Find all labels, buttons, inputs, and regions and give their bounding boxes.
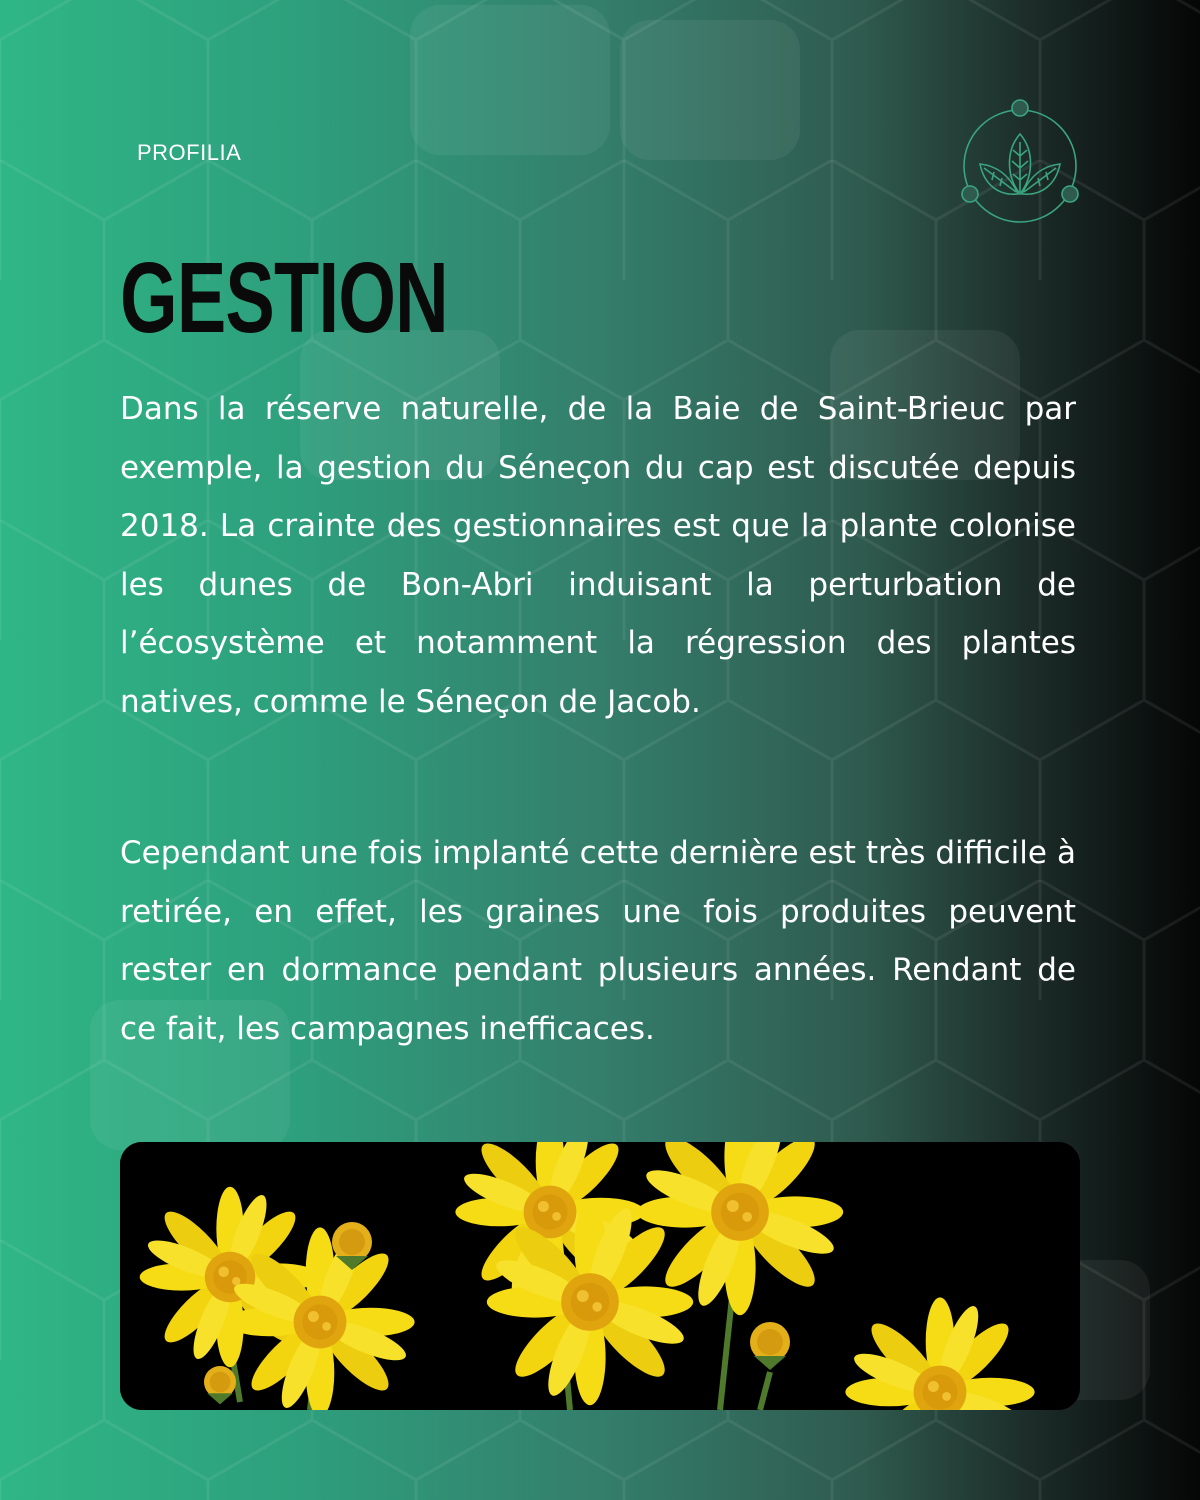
leaf-circle-icon — [958, 98, 1082, 226]
brand-name: PROFILIA — [137, 140, 242, 165]
paragraph-dormance: Cependant une fois implanté cette dernière est très difficile à retirée, en effet, les graines une fois produites peuvent rester en dormance pendant plusieurs années. Rendant de ce fait, les campagnes inefficaces. — [120, 835, 1076, 1047]
page-title: GESTION — [120, 242, 448, 354]
flower-photo — [120, 1142, 1080, 1410]
paragraph-gestion-intro: Dans la réserve naturelle, de la Baie de Saint-Brieuc par exemple, la gestion du Séneçon du cap est discutée depuis 2018. La crainte des gestionnaires est que la plante colonise les dunes de Bon-Abri induisant la perturbation de l’écosystème et notamment la régression des plantes natives, comme le Séneçon de Jacob. — [120, 391, 1076, 720]
